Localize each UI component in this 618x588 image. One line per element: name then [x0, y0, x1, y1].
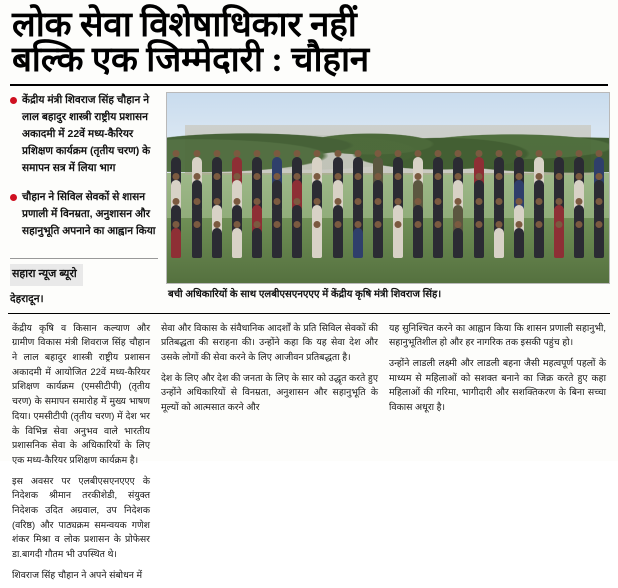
- bullet-dot-icon: [10, 194, 17, 201]
- headline-line-1: लोक सेवा विशेषाधिकार नहीं: [12, 5, 357, 44]
- headline-divider: [10, 84, 608, 86]
- paragraph: यह सुनिश्चित करने का आह्वान किया कि शासन प्रणाली सहानुभी, सहानुभूतिशील हो और हर नागरिक तक इसकी पहुंच हो।: [389, 322, 606, 348]
- article-column-3: [389, 321, 606, 588]
- paragraph: सेवा और विकास के संवैधानिक आदर्शों के प्रति सिविल सेवकों की प्रतिबद्धता की सराहना की। उन्होंने कहा कि यह सेवा देश और उसके लोगों की सेवा करने के लिए आजीवन प्रतिबद्धता है।: [161, 322, 378, 363]
- article-column-2: [161, 321, 378, 588]
- paragraph: देश के लिए और देश की जनता के लिए के सार को उद्धृत करते हुए उन्होंने अधिकारियों से विनम्रता, अनुशासन और सहानुभूति के मूल्यों को आत्मसात करने और: [161, 372, 378, 413]
- paragraph: केंद्रीय कृषि व किसान कल्याण और ग्रामीण विकास मंत्री शिवराज सिंह चौहान ने लाल बहादुर शास्त्री राष्ट्रीय प्रशासन अकादमी में आयोजित 22वें मध्य-कैरियर प्रशिक्षण कार्यक्रम (एमसीटीपी) (तृतीय चरण) के समापन समारोह में मुख्य भाषण दिया। एमसीटीपी (तृतीय चरण) में देश भर के विभिन्न सेवा अनुभव वाले भारतीय प्रशासनिक सेवा के अधिकारियों के लिए एक मध्य-कैरियर प्रशिक्षण कार्यक्रम है।: [12, 322, 150, 465]
- list-item: [10, 92, 158, 177]
- photo-crowd: [167, 157, 609, 252]
- paragraph: इस अवसर पर एलबीएसएनएएए के निदेशक श्रीमान तरकीशेडी, संयुक्त निदेशक उदित अग्रवाल, उप निदेशक (वरिष्ठ) और पाठ्यक्रम समन्वयक गणेश शंकर मिश्रा व लोक प्रशासन के प्रोफेसर डा.बागदी गौतम भी उपस्थित थे।: [12, 475, 150, 559]
- paragraph: शिवराज सिंह चौहान ने अपने संबोधन में: [12, 569, 143, 580]
- byline: सहारा न्यूज ब्यूरो: [10, 264, 83, 286]
- group-photo: [166, 92, 610, 284]
- bullet-text: केंद्रीय मंत्री शिवराज सिंह चौहान ने लाल बहादुर शास्त्री राष्ट्रीय प्रशासन अकादमी में 22वें मध्य-कैरियर प्रशिक्षण कार्यक्रम (तृतीय चरण) के समापन सत्र में लिया भाग: [22, 93, 151, 174]
- bullet-text: चौहान ने सिविल सेवकों से शासन प्रणाली में विनम्रता, अनुशासन और सहानुभूति अपनाने का आह्वान किया: [22, 190, 156, 237]
- page-title: [8, 4, 610, 79]
- photo-caption: बची अधिकारियों के साथ एलबीएसएनएएए में केंद्रीय कृषि मंत्री शिवराज सिंह।: [168, 288, 442, 300]
- dateline: देहरादून।: [10, 292, 44, 305]
- article-column-1: [12, 321, 150, 588]
- headline-line-2: बल्कि एक जिम्मेदारी : चौहान: [12, 40, 370, 80]
- photo-block: [166, 92, 608, 301]
- article-body: [8, 313, 610, 588]
- key-points-list: [10, 92, 158, 308]
- bullet-dot-icon: [10, 97, 17, 104]
- byline-block: [10, 258, 158, 308]
- crowd-row: [171, 228, 604, 258]
- lead-section: [8, 92, 610, 308]
- list-item: [10, 189, 158, 240]
- paragraph: उन्होंने लाडली लक्ष्मी और लाडली बहना जैसी महत्वपूर्ण पहलों के माध्यम से महिलाओं को सशक्त बनाने का जिक्र करते हुए कहा महिलाओं की गरिमा, भागीदारी और सशक्तिकरण के बिना सच्चा विकास अधूरा है।: [389, 358, 606, 413]
